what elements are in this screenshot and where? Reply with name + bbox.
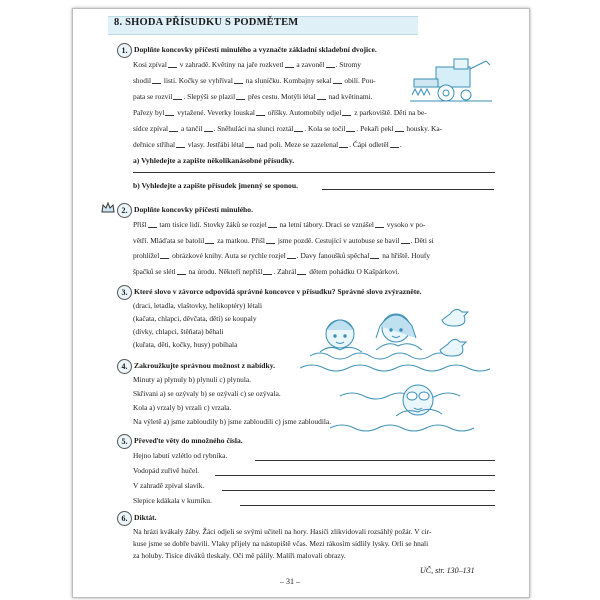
text-segment: jsme pozdě. Cestující v autobuse se bavil	[275, 235, 400, 245]
exercise-number: 6.	[117, 511, 132, 526]
blank-gap[interactable]	[152, 83, 161, 84]
blank-gap[interactable]	[256, 115, 265, 116]
exercise-instruction: Doplňte koncovky příčestí minulého.	[134, 205, 253, 214]
textbook-reference: UČ, str. 130–131	[420, 566, 475, 575]
text-segment: obrázkové knihy. Auta se rychle rozjel	[170, 251, 286, 260]
text-segment: . Děti si	[410, 235, 434, 245]
blank-gap[interactable]	[177, 274, 186, 275]
blank-gap[interactable]	[326, 67, 335, 68]
text-segment: z parkoviště. Děti na be-	[352, 108, 427, 117]
list-item: (kačata, chlapci, děvčata, děti) se koupaly	[133, 314, 257, 323]
text-segment: . Zahrál	[273, 266, 297, 276]
text-segment: . Sněhuláci na slunci roztál	[213, 124, 294, 133]
blank-gap[interactable]	[339, 147, 348, 148]
text-segment: na hřiště. Houfy	[380, 251, 431, 260]
dictation-line: Na hrázi kvákaly žáby. Žáci odjeli se svými učiteli na hory. Hasiči zlikvidovali rozsáhlý požár. V cir-	[133, 527, 432, 536]
blank-gap[interactable]	[173, 99, 182, 100]
task-b: b) Vyhledejte a zapište přísudek jmenný se sponou.	[133, 181, 298, 190]
list-item: Vodopád zuřivě hučel.	[133, 466, 200, 475]
text-segment: vytažené. Veverky louskal	[175, 108, 255, 117]
list-item: Na výletě a) jsme zabloudily b) jsme zabloudili c) jsme zabloudila.	[133, 417, 332, 426]
text-segment: . Kola se točil	[304, 124, 346, 133]
text-segment: vysoko v po-	[384, 220, 426, 229]
blank-gap[interactable]	[176, 147, 185, 148]
text-line	[133, 251, 430, 260]
text-line	[133, 140, 402, 149]
blank-gap[interactable]	[169, 131, 178, 132]
text-segment: větří. Mláďata se batolil	[133, 235, 205, 245]
text-segment: špačků se slétl	[133, 266, 176, 276]
list-item: V zahradě zpíval slavík.	[133, 481, 205, 490]
text-line	[133, 92, 373, 101]
text-line	[133, 124, 442, 133]
combine-harvester-illustration	[410, 55, 492, 105]
swimming-children-illustration	[300, 296, 490, 436]
text-segment: . Pekaři pekl	[356, 124, 394, 133]
text-segment: deřnice stříhal	[133, 140, 176, 149]
text-segment: shodil	[133, 76, 152, 85]
text-segment: . Stromy	[335, 60, 361, 69]
blank-gap[interactable]	[401, 243, 410, 244]
blank-gap[interactable]	[266, 243, 275, 244]
blank-gap[interactable]	[370, 258, 379, 259]
text-line	[133, 267, 400, 276]
dictation-line: za holuby. Tisíce diváků tleskaly. Oči mě pálily. Malíři malovali obrazy.	[133, 551, 346, 560]
page-title: 8. SHODA PŘÍSUDKU S PODMĚTEM	[114, 17, 299, 28]
exercise-instruction: Převeďte věty do množného čísla.	[134, 436, 243, 445]
text-segment: .	[399, 140, 402, 149]
text-segment: . Čápi odletěl	[349, 140, 389, 149]
text-segment: přes cestu. Motýli létal	[246, 92, 316, 101]
exercise-instruction: Které slovo v závorce odpovídá správné koncovce v přísudku? Správné slovo zvýrazněte.	[134, 287, 422, 296]
blank-gap[interactable]	[294, 131, 303, 132]
blank-gap[interactable]	[236, 99, 245, 100]
exercise-instruction: Zakroužkujte správnou možnost z nabídky.	[134, 361, 276, 370]
answer-line[interactable]	[215, 475, 495, 476]
text-segment: nad květinami.	[326, 92, 373, 101]
list-item: (kuřata, děti, kočky, husy) pobíhala	[133, 340, 238, 349]
text-segment: a tančil	[179, 124, 203, 133]
blank-gap[interactable]	[234, 83, 243, 84]
list-item: Skřivani a) se ozývaly b) se ozývali c) se ozývala.	[133, 389, 281, 398]
blank-gap[interactable]	[165, 115, 174, 116]
list-item: (draci, letadla, vlaštovky, helikoptéry) létali	[133, 301, 263, 310]
exercise-number: 5.	[117, 434, 132, 449]
blank-gap[interactable]	[333, 83, 342, 84]
blank-gap[interactable]	[268, 227, 277, 228]
text-segment: pata se rozvil	[133, 92, 173, 101]
dictation-line: kuse jsme se dobře bavili. Vlaky přijely na nástupiště včas. Mezi rákosím sídlily lysky. Orli se hnali	[133, 539, 429, 548]
blank-gap[interactable]	[346, 131, 355, 132]
blank-gap[interactable]	[287, 258, 296, 259]
text-segment: Přišl	[133, 220, 147, 229]
blank-gap[interactable]	[375, 227, 384, 228]
answer-line[interactable]	[255, 460, 495, 461]
text-segment: . Davy fanoušků spěchal	[296, 251, 370, 260]
exercise-instruction: Diktát.	[134, 513, 157, 522]
text-segment: za matkou. Přišl	[215, 235, 265, 245]
blank-gap[interactable]	[297, 274, 306, 275]
blank-gap[interactable]	[168, 67, 177, 68]
list-item: Slepice kdákala v kurníku.	[133, 496, 212, 505]
blank-gap[interactable]	[342, 115, 351, 116]
blank-gap[interactable]	[285, 67, 294, 68]
text-segment: na sluníčku. Kombajny sekal	[243, 76, 332, 85]
text-segment: a zavoněl	[294, 60, 325, 69]
crown-icon	[100, 200, 116, 216]
exercise-number: 2.	[117, 203, 132, 218]
blank-gap[interactable]	[245, 147, 254, 148]
text-segment: vlasy. Jestřábi létal	[186, 140, 244, 149]
exercise-instruction: Doplňte koncovky příčestí minulého a vyznačte základní skladební dvojice.	[134, 45, 377, 54]
text-segment: v zahradě. Květiny na jaře rozkvetl	[177, 60, 284, 69]
answer-line[interactable]	[322, 189, 494, 190]
list-item: Hejno labutí vzlétlo od rybníka.	[133, 451, 228, 460]
blank-gap[interactable]	[263, 274, 272, 275]
list-item: (dívky, chlapci, štěňata) běhali	[133, 327, 224, 336]
text-segment: housky. Ka-	[404, 124, 443, 133]
answer-line[interactable]	[240, 505, 495, 506]
exercise-number: 4.	[117, 359, 132, 374]
text-line	[133, 220, 425, 229]
text-segment: na úrodu. Někteří nepřišl	[186, 266, 263, 276]
exercise-number: 1.	[117, 43, 132, 58]
text-segment: na letní tábory. Draci se vznášel	[277, 220, 374, 229]
answer-line[interactable]	[222, 490, 495, 491]
text-line	[133, 108, 427, 117]
text-segment: nad poli. Meze se zazelenal	[254, 140, 339, 149]
blank-gap[interactable]	[204, 131, 213, 132]
exercise-number: 3.	[117, 285, 132, 300]
text-segment: Pařezy byl	[133, 108, 165, 117]
text-segment: . Slepýši se plazil	[183, 92, 236, 101]
text-segment: tam tisíce lidí. Stovky žáků se rozjel	[157, 220, 267, 229]
list-item: Minuty a) plynuly b) plynuli c) plynula.	[133, 375, 252, 384]
text-segment: dětem pohádku O Kašpárkovi.	[307, 266, 400, 276]
blank-gap[interactable]	[317, 99, 326, 100]
blank-gap[interactable]	[148, 227, 157, 228]
text-line	[133, 60, 361, 69]
text-segment: listí. Kočky se vyhříval	[162, 76, 233, 85]
text-line	[133, 236, 434, 245]
task-a: a) Vyhledejte a zapište několikanásobné přísudky.	[133, 156, 295, 165]
text-segment: obilí. Pou-	[342, 76, 376, 85]
blank-gap[interactable]	[395, 131, 404, 132]
text-line	[133, 76, 376, 85]
text-segment: prohlížel	[133, 251, 160, 260]
list-item: Kola a) vrzaly b) vrzali c) vrzala.	[133, 403, 232, 412]
text-segment: Kosi zpíval	[133, 60, 167, 69]
blank-gap[interactable]	[160, 258, 169, 259]
answer-line[interactable]	[133, 172, 495, 173]
blank-gap[interactable]	[390, 147, 399, 148]
blank-gap[interactable]	[205, 243, 214, 244]
text-segment: sídce zpíval	[133, 124, 169, 133]
text-segment: oříšky. Automobily odjel	[265, 108, 342, 117]
page-number: – 31 –	[280, 577, 300, 586]
